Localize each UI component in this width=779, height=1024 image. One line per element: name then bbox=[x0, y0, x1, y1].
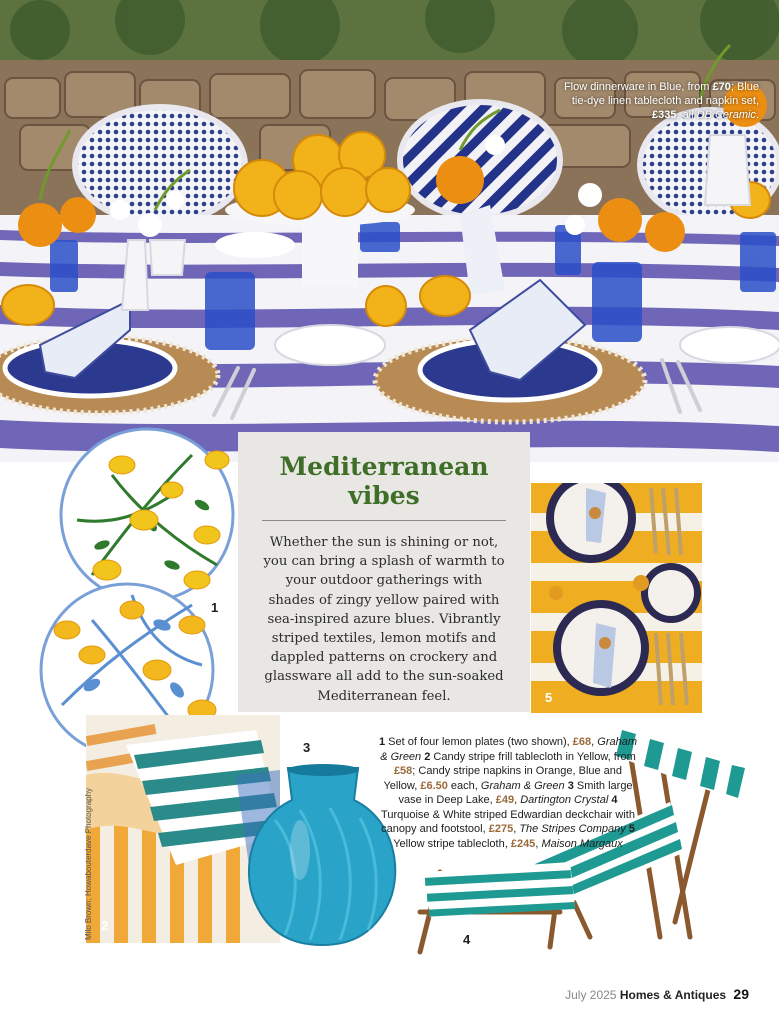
item-number-1: 1 bbox=[211, 600, 219, 615]
item-number-2: 2 bbox=[101, 918, 109, 933]
intro-paragraph: Whether the sun is shining or not, you can bring a splash of warmth to your outdoor gatherings with shades of zingy yellow paired with sea-inspired azure blues. Vibrantly striped textiles, lemon motifs and dappled patterns on crockery and glassware all add to the sun-soaked Mediterranean feel. bbox=[263, 535, 505, 704]
feature-title-box bbox=[238, 432, 530, 712]
item-number-4: 4 bbox=[463, 932, 471, 947]
photo-credit: Milo Brown; Howabouterdave Photography bbox=[84, 787, 93, 940]
item-number-5: 5 bbox=[545, 690, 553, 705]
product-1: 1 Set of four lemon plates (two shown), £68, Graham & Green bbox=[378, 736, 638, 763]
product-3: 3 Smith large vase in Deep Lake, £49, Dartington Crystal bbox=[398, 779, 633, 806]
hero-photo bbox=[0, 0, 779, 462]
product-caption bbox=[378, 735, 638, 851]
title-divider bbox=[262, 520, 506, 521]
hero-caption: Flow dinnerware in Blue, from £70; Blue tie-dye linen tablecloth and napkin set, £335, all DB Ceramic. bbox=[563, 81, 759, 121]
issue-date: July 2025 bbox=[565, 988, 617, 1002]
product-4: 4 Turquoise & White striped Edwardian deckchair with canopy and footstool, £275, The Stripes Company bbox=[381, 794, 635, 835]
yellow-tablecloth-photo bbox=[531, 483, 702, 713]
page-number: 29 bbox=[733, 986, 749, 1002]
hero-table-scene bbox=[0, 0, 779, 462]
magazine-name: Homes & Antiques bbox=[619, 988, 727, 1002]
product-5: 5 Yellow stripe tablecloth, £245, Maison Margaux bbox=[393, 823, 635, 850]
item-number-3: 3 bbox=[303, 740, 311, 755]
product-2: 2 Candy stripe frill tablecloth in Yellow, from £58; Candy stripe napkins in Orange, Blue and Yellow, £6.50 each, Graham & Green bbox=[383, 750, 636, 792]
lemon-plates-photo bbox=[32, 425, 257, 755]
page-footer bbox=[565, 986, 749, 1002]
page-title: Mediterranean vibes bbox=[279, 452, 489, 510]
